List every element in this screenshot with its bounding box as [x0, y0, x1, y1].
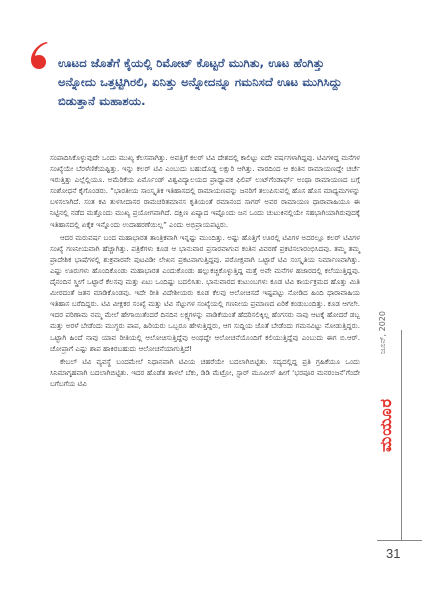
article-paragraph: ಆದರ ಮರುವರ್ಷ ಬಂದ ಮಹಾಭಾರತ ತಾಂತ್ರಿಕವಾಗಿ ಇನ್ನಷ್ಟು ಮುಂದಿತ್ತು. ಅಷ್ಟು ಹೊತ್ತಿಗೆ ಊರಲ್ಲಿ ಟಿವಿಗಳ ಅದರಲ್ಲೂ ಕಲರ್ ಟಿವಿಗಳ ಸಂಖ್ಯೆ ಗಣನೀಯವಾಗಿ ಹೆಚ್ಚಾಗಿತ್ತು. ಪತ್ರಿಕೆಗಳು ಕೂಡ ಆ ಭಾನುವಾರ ಪ್ರಸಾರವಾಗುವ ಕಂತಿನ ವಿವರಣೆ ಪ್ರಕಟಿಸಲಾರಂಭಿಸಿದವು. ತಮ್ಮ ತಮ್ಮ ಪ್ರಾದೇಶಿಕ ಭಾಷೆಗಳಲ್ಲಿ ಶುಕ್ರವಾರವೇ ಪುಟವಿಡೀ ಲೇಖನ ಪ್ರಕಟವಾಗುತ್ತಿದ್ದವು. ಪರೋಕ್ಷವಾಗಿ ಒಟ್ಟಾರೆ ಟಿವಿ ಸಂಸ್ಕೃತಿಯ ನಿರ್ಮಾಣವಾಗಿತ್ತು. ಎಷ್ಟು ಊರುಗಳು ಹೊಂದಿಕೊಂಡು ಮಹಾಭಾರತ ಎಂದುಕೊಂಡು ಹಲ್ಲುಕಚ್ಚಿಕೊಳ್ಳುತ್ತಿದ್ದ ಮತ್ತೆ ಅವೇ ಮನೆಗಳ ಹಜಾರದಲ್ಲಿ ಕಲೆಯುತ್ತಿದ್ದವು. ದೈನಂದಿನ ಸ್ತ್ರೀಗೆ ಒಟ್ಟಾರೆ ಕೆಲಸವು ಮತ್ತು ಏಟು ಒಂದಿಷ್ಟು ಬದಲಿಸಿತು. ಭಾನುವಾರದ ಕುಟುಂಬಗಳು ಕೂಡ ಟಿವಿ ಕಾರ್ಯಕ್ರಮದ ಹೊತ್ತು ಮಿತಿ ಮೀರದಂತೆ ಜತನ ಮಾಡಿಕೊಂಡವು. ಇದೇ ರೀತಿ ವಿದೇಶೀಯರು ಕೂಡ ಕೆಲವು ಆಲೋಚಿಸದೆ ಇಷ್ಟಪಟ್ಟು ನೋಡಿದ ಹಿಂದಿ ಧಾರಾವಾಹಿಯ ಇತಿಹಾಸ ಬರೆದಿದ್ದರು. ಟಿವಿ ವೀಕ್ಷಕರ ಸಂಖ್ಯೆ ಮತ್ತು ಟಿವಿ ಸೆಟ್ಟುಗಳ ಸಂಖ್ಯೆಯಲ್ಲಿ ಗಣನೀಯ ಪ್ರಮಾಣದ ಏರಿಕೆ ಕಂಡುಬಂದಿತ್ತು. ಕೂಡ ಆಗಲೇ. ಇದರ ಪರಿಣಾಮ ನಮ್ಮ ಮೇಲೆ ಹೇಗಾಯಿತೆಂದರೆ ದಿನದಿನ ಲಕ್ಷ್ಯಗಳನ್ನು ವಾಡಿಕೆಯಂತೆ ಹೆದರಿಸಲಿಕ್ಕಿಲ್ಲ ಹೆಂಗಸರು ನಾವು ಆಟಕ್ಕೆ ಹೋದರೆ ಡಬ್ಬ ಮತ್ತು ಅರಳೆ ಬೇಡೆಂದು ಮುಗ್ಧರು ಪಾಪ, ಹಿರಿಯರು ಒಬ್ಬರೂ ಹೇಳುತ್ತಿದ್ದರು, ಆಗ ಸುದ್ದಿಯ ಜೊತೆ ಬೇಡೆಂದು ಗಮನವಿಟ್ಟು ನೋಡುತ್ತಿದ್ದರು. ಒಟ್ಟಾಗಿ ಹಿಂದೆ ನಾವು ಯಾವ ರೀತಿಯಲ್ಲಿ ಆಲೋಚಿಸುತ್ತಿದ್ದೆವು ಅಂಥದ್ದೇ ಆಲೋಚನೆಯೊಂದಿಗೆ ಕಲಿಯುತ್ತಿದ್ದೆವು ಎಂಬುದು ಈಗ ಬಿ.ಆರ್. ಚೋಪ್ರಾಗೆ ಎಷ್ಟು ಶಾಪ ಹಾಕಿರಬಹುದು ಆಲೋಚನೆಯಾಗುತ್ತಿದೆ!: [50, 232, 360, 353]
sidebar-divider-horizontal: [377, 540, 422, 541]
article-paragraph: ಕೇಬಲ್ ಟಿವಿ ವ್ಯವಸ್ಥೆ ಬಂದಮೇಲೆ ನಿಧಾನವಾಗಿ ಟಿವಿಯ ಚಹರೆಯೇ ಬದಲಾಗಿಬಿಟ್ಟಿತು. ಸದ್ಯದಲ್ಲಿದ್ದ ಪ್ರತಿ ಗ್ರಹಿಕೆಯೂ ಒಂದು ಸಿನಿಮಾಗೃಹವಾಗಿ ಬದಲಾಗಿಬಿಟ್ಟಿತು. ಇದರ ಹೊಡೆತ ತಾಳಲೆ ಬೆಕು, ಡಿಡಿ ಮೆಟ್ರೋ, ಸ್ಟಾರ್ ಮೂವೀಸ್ ಹೀಗೆ ‘ಭರಪೂರ ಮನರಂಜನೆ’ಗೆಂದೇ ಬಗೆಬಗೆಯ ಟಿವಿ: [50, 356, 360, 388]
magazine-logo: ಮಯೂರ: [376, 397, 395, 452]
article-body: [50, 152, 360, 389]
page-number: 31: [386, 546, 401, 561]
issue-date: ಜೂನ್, 2020: [378, 311, 387, 354]
quote-mark-icon: [28, 40, 50, 70]
article-paragraph: ಸಂಪಾದಿಸಿಕೊಳ್ಳುವುದೇ ಒಂದು ಮುಖ್ಯ ಕೆಲಸವಾಗಿತ್ತು. ಅವತ್ತಿಗೆ ಕಲರ್ ಟಿವಿ ದೇಶದಲ್ಲಿ ಕಾಲಿಟ್ಟು ಐದೇ ವರ್ಷಗಳಾಗಿದ್ದವು. ಟಿವಿಗಳಿದ್ದ ಮನೆಗಳ ಸಂಖ್ಯೆಯೇ ಬೆರಳೆಣಿಕೆಯಷ್ಟಿತ್ತು. ಇನ್ನು ಕಲರ್ ಟಿವಿ ಎಂಬುದು ಬಹುದೊಡ್ಡ ಲಕ್ಷುರಿ ಆಗಿತ್ತು. ವಾರದಿಂದ ಆ ಕಂತಿನ ರಾಮಾಯಣದ್ದೇ ಚರ್ಚೆ ಇರುತ್ತಿತ್ತು ಎಲ್ಲೆಲ್ಲಿಯೂ. ಅಮೆರಿಕೆಯ ಏರ್ಮೊಂಡ್ ವಿಶ್ವವಿದ್ಯಾಲಯದ ಪ್ರಾಧ್ಯಾಪಕ ಫಿಲಿಪ್ ಲುಟ್‌ಗೆಂಡಾರ್ಫ್ ಅಂಥಾ ರಾಮಾಯಣದ ಬಗ್ಗೆ ಸಂಶೋಧನೆ ಕೈಗೊಂಡರು. “ಭಾರತೀಯ ಸಾಂಸ್ಕೃತಿಕ ಇತಿಹಾಸದಲ್ಲಿ ರಾಮಾಯಣವನ್ನು ಜನರಿಗೆ ತಲುಪಿಸುವಲ್ಲಿ ಹೊಸ ಹೊಸ ಮಾಧ್ಯಮಗಳನ್ನು ಬಳಸಲಾಗಿದೆ. ಸಂತ ಕವಿ ತುಳಸೀದಾಸರ ರಾಮಚರಿತಮಾನಸ ಕೃತಿಯಂತೆ ರಮಾನಂದ ಸಾಗರ್ ಅವರ ರಾಮಾಯಣ ಧಾರಾವಾಹಿಯೂ ಈ ನಿಟ್ಟಿನಲ್ಲಿ ನಡೆದ ಮತ್ತೊಂದು ಮುಖ್ಯ ಪ್ರಯೋಗವಾಗಿದೆ. ದಕ್ಷಿಣ ಏಷ್ಯಾದ ಇಷ್ಟೊಂದು ಜನ ಒಂದು ಚುಟುಕಿನಲ್ಲಿಯೇ ಸಹಭಾಗಿಯಾಗಿರುವುದಕ್ಕೆ ಇತಿಹಾಸದಲ್ಲಿ ಏಕೈಕ ಇನ್ನೊಂದು ಉದಾಹರಣೆಯಿಲ್ಲ” ಎಂದು ಅಭಿಪ್ರಾಯಪಟ್ಟರು.: [50, 153, 360, 229]
pull-quote: ಊಟದ ಜೊತೆಗೆ ಕೈಯಲ್ಲಿ ರಿಮೋಟ್ ಕೊಟ್ಟರೆ ಮುಗಿತು, ಊಟ ಹೆಂಗಿತ್ತು ಅನ್ನೋದು ಒತ್ತಟ್ಟಿಗಿರಲಿ, ಏನಿತ್ತು ಅನ್ನೋದನ್ನೂ ಗಮನಿಸದೆ ಊಟ ಮುಗಿಸಿದ್ದು ಬಿಡುತ್ತಾನೆ ಮಹಾಶಯ.: [58, 56, 342, 108]
sidebar-divider-vertical: [401, 330, 402, 540]
